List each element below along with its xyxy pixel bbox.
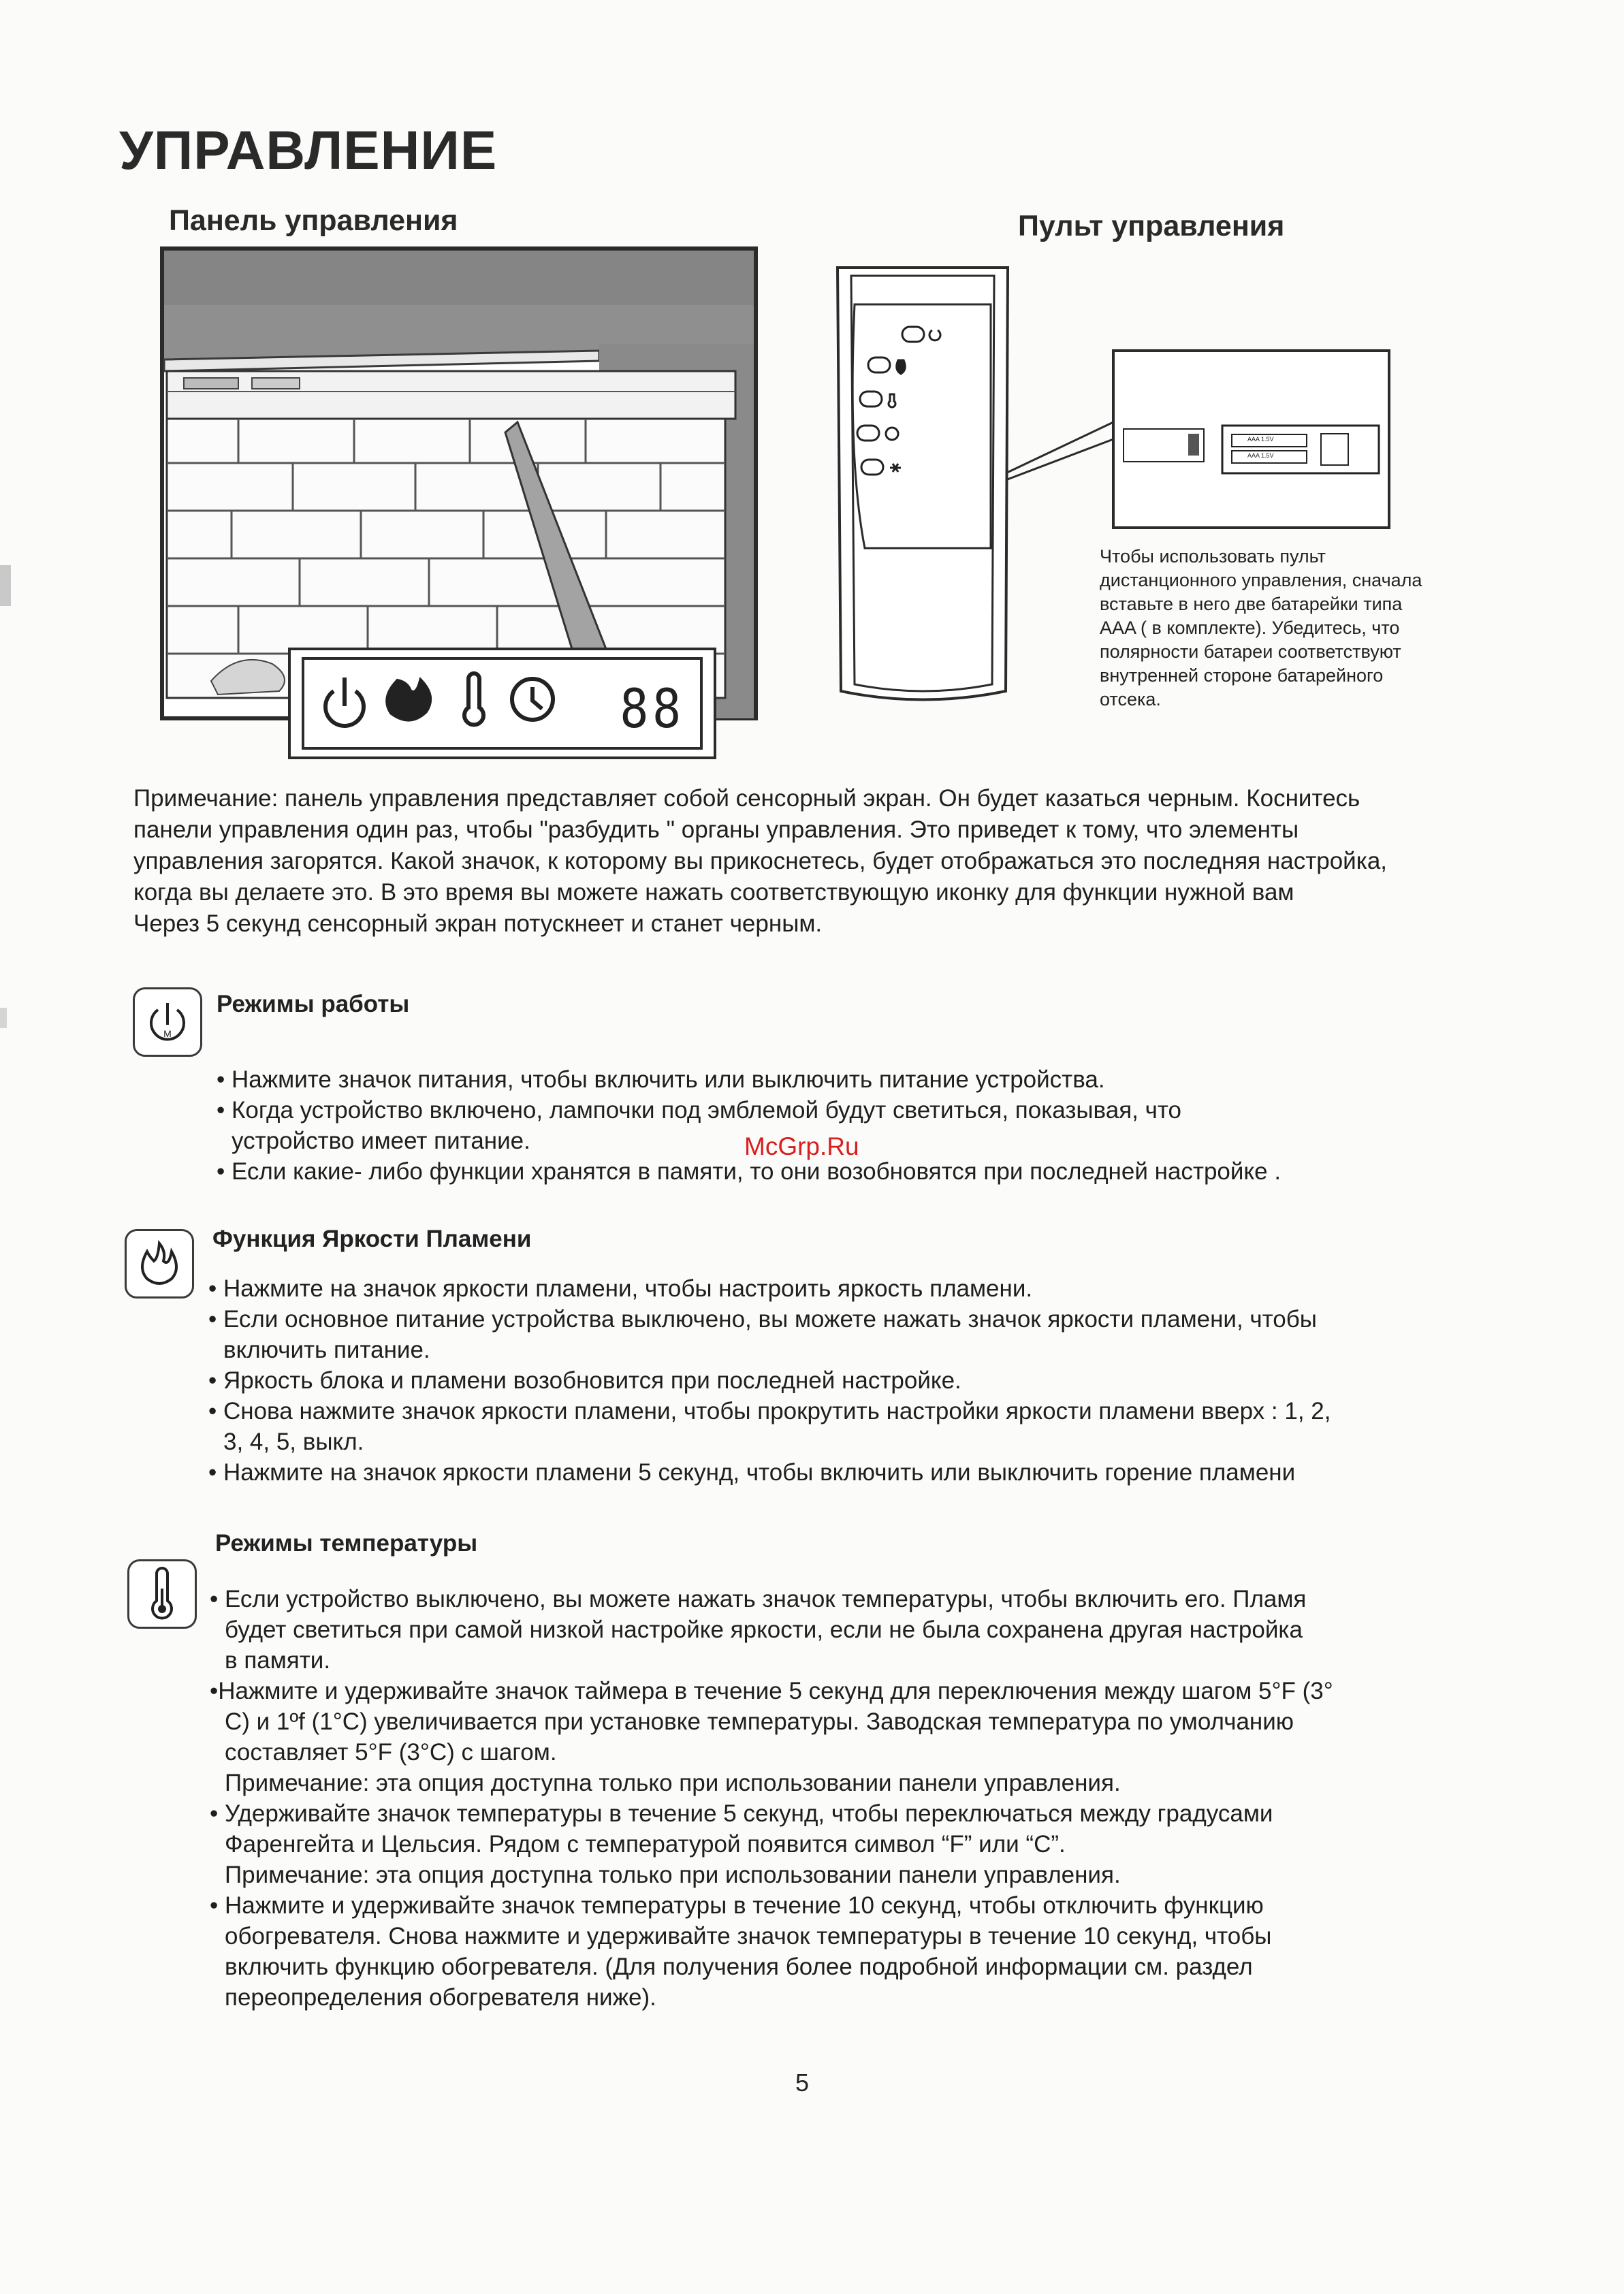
remote-flame-icon [897, 360, 906, 374]
battery-label: AAA 1.5V [1247, 436, 1274, 443]
bullet-line: • Нажмите значок питания, чтобы включить или выключить питание устройства. [217, 1066, 1105, 1093]
flame-brightness-icon [125, 1229, 194, 1299]
bullet-line: • Яркость блока и пламени возобновится при последней настройке. [208, 1367, 961, 1394]
remote-timer-button [857, 426, 879, 441]
scan-edge [0, 1008, 7, 1028]
remote-callout-line [1006, 422, 1113, 473]
section-title-work-modes: Режимы работы [217, 991, 410, 1017]
scan-edge [0, 565, 11, 606]
section-title-temperature: Режимы температуры [215, 1530, 478, 1557]
caption-line: полярности батареи соответствуют [1100, 641, 1401, 662]
page-title: УПРАВЛЕНИЕ [119, 120, 498, 180]
bullet-line: 3, 4, 5, выкл. [223, 1429, 364, 1455]
remote-power-button [902, 327, 924, 342]
bullet-line: составляет 5°F (3°C) с шагом. [225, 1739, 557, 1766]
section-body-flame [208, 1273, 1331, 1488]
section-body-temperature [210, 1584, 1333, 2013]
note-line: управления загорятся. Какой значок, к которому вы прикоснетесь, будет отображаться это последняя настройка, [133, 848, 1388, 874]
bullet-line: • Если какие- либо функции хранятся в памяти, то они возобновятся при последней настройке . [217, 1158, 1281, 1185]
panel-figure-title: Панель управления [169, 204, 458, 237]
flame-icon [387, 681, 430, 720]
remote-figure-title: Пульт управления [1018, 210, 1285, 242]
bullet-line: включить функцию обогревателя. (Для получения более подробной информации см. раздел [225, 1954, 1253, 1980]
bullet-line: • Удерживайте значок температуры в течение 5 секунд, чтобы переключаться между градусами [210, 1800, 1273, 1827]
display-digits: 88 [620, 679, 685, 740]
caption-line: отсека. [1100, 689, 1161, 710]
note-line: Через 5 секунд сенсорный экран потускнеет и станет черным. [133, 910, 823, 937]
bullet-line: устройство имеет питание. [232, 1128, 530, 1154]
section-title-flame: Функция Яркости Пламени [212, 1226, 532, 1252]
bullet-line: • Нажмите и удерживайте значок температуры в течение 10 секунд, чтобы отключить функцию [210, 1892, 1264, 1919]
power-mode-icon [133, 987, 202, 1057]
caption-line: вставьте в него две батарейки типа [1100, 594, 1403, 614]
remote-caption [1100, 545, 1481, 712]
note-line: Примечание: панель управления представляет собой сенсорный экран. Он будет казаться черным. Коснитесь [133, 785, 1360, 812]
note-paragraph [133, 783, 1550, 940]
bullet-line: • Нажмите на значок яркости пламени, чтобы настроить яркость пламени. [208, 1275, 1033, 1302]
bullet-line: Примечание: эта опция доступна только при использовании панели управления. [225, 1770, 1121, 1796]
bullet-line: в памяти. [225, 1647, 331, 1674]
bullet-line: C) и 1ºf (1°C) увеличивается при установке температуры. Заводская температура по умолчанию [225, 1708, 1294, 1735]
bullet-line: Примечание: эта опция доступна только при использовании панели управления. [225, 1862, 1121, 1888]
caption-line: дистанционного управления, сначала [1100, 570, 1422, 590]
section-body-work-modes [217, 1064, 1281, 1187]
bullet-line: • Когда устройство включено, лампочки под эмблемой будут светиться, показывая, что [217, 1097, 1181, 1124]
note-line: когда вы делаете это. В это время вы можете нажать соответствующую иконку для функции нужной вам [133, 879, 1294, 906]
bullet-line: • Если основное питание устройства выключено, вы можете нажать значок яркости пламени, чтобы [208, 1306, 1317, 1333]
caption-line: AAA ( в комплекте). Убедитесь, что [1100, 618, 1400, 638]
caption-line: внутренней стороне батарейного [1100, 665, 1384, 686]
battery-label: AAA 1.5V [1247, 452, 1274, 459]
svg-text:M: M [163, 1028, 172, 1039]
bullet-line: • Снова нажмите значок яркости пламени, чтобы прокрутить настройки яркости пламени вверх : 1, 2, [208, 1398, 1331, 1424]
page-number: 5 [795, 2069, 810, 2097]
bullet-line: • Если устройство выключено, вы можете нажать значок температуры, чтобы включить его. Пламя [210, 1586, 1307, 1612]
bullet-line: включить питание. [223, 1337, 430, 1363]
battery-compartment [1222, 426, 1379, 473]
remote-fan-button [861, 460, 883, 475]
bullet-line: • Нажмите на значок яркости пламени 5 секунд, чтобы включить или выключить горение пламени [208, 1459, 1296, 1486]
bullet-line: Фаренгейта и Цельсия. Рядом с температурой появится символ “F” или “C”. [225, 1831, 1066, 1858]
caption-line: Чтобы использовать пульт [1100, 546, 1326, 567]
watermark: McGrp.Ru [744, 1132, 859, 1160]
bullet-line: •Нажмите и удерживайте значок таймера в течение 5 секунд для переключения между шагом 5°F (3° [210, 1678, 1333, 1704]
note-line: панели управления один раз, чтобы "разбудить " органы управления. Это приведет к тому, что элементы [133, 816, 1299, 843]
temperature-icon [127, 1559, 197, 1629]
bullet-line: переопределения обогревателя ниже). [225, 1984, 656, 2011]
remote-flame-button [868, 357, 890, 372]
remote-temp-button [860, 392, 882, 407]
bullet-line: будет светиться при самой низкой настройке яркости, если не была сохранена другая настройка [225, 1616, 1303, 1643]
bullet-line: обогревателя. Снова нажмите и удерживайте значок температуры в течение 10 секунд, чтобы [225, 1923, 1272, 1949]
